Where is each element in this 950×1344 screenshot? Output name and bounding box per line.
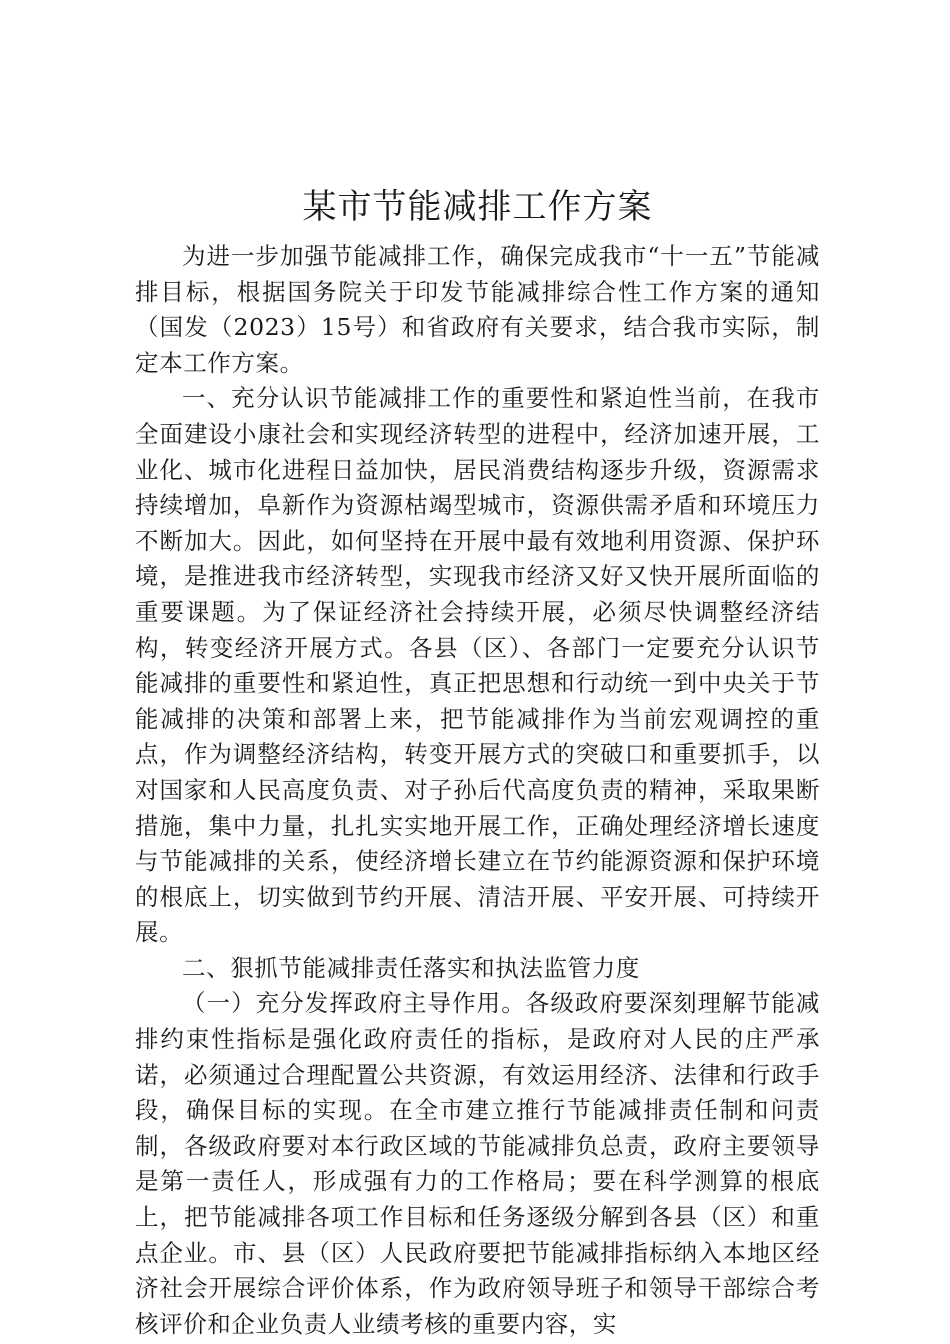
- paragraph-intro: 为进一步加强节能减排工作，确保完成我市“十一五”节能减排目标，根据国务院关于印发节能减排综合性工作方案的通知（国发（2023）15号）和省政府有关要求，结合我市实际，制定本工作方案。: [135, 242, 820, 377]
- paragraph-section-2-1: （一）充分发挥政府主导作用。各级政府要深刻理解节能减排约束性指标是强化政府责任的指标，是政府对人民的庄严承诺，必须通过合理配置公共资源，有效运用经济、法律和行政手段，确保目标的实现。在全市建立推行节能减排责任制和问责制，各级政府要对本行政区域的节能减排负总责，政府主要领导是第一责任人，形成强有力的工作格局；要在科学测算的根底上，把节能减排各项工作目标和任务逐级分解到各县（区）和重点企业。市、县（区）人民政府要把节能减排指标纳入本地区经济社会开展综合评价体系，作为政府领导班子和领导干部综合考核评价和企业负责人业绩考核的重要内容，实: [135, 989, 820, 1338]
- paragraph-section-1: 一、充分认识节能减排工作的重要性和紧迫性当前，在我市全面建设小康社会和实现经济转型的进程中，经济加速开展，工业化、城市化进程日益加快，居民消费结构逐步升级，资源需求持续增加，阜新作为资源枯竭型城市，资源供需矛盾和环境压力不断加大。因此，如何坚持在开展中最有效地利用资源、保护环境，是推进我市经济转型，实现我市经济又好又快开展所面临的重要课题。为了保证经济社会持续开展，必须尽快调整经济结构，转变经济开展方式。各县（区）、各部门一定要充分认识节能减排的重要性和紧迫性，真正把思想和行动统一到中央关于节能减排的决策和部署上来，把节能减排作为当前宏观调控的重点，作为调整经济结构，转变开展方式的突破口和重要抓手，以对国家和人民高度负责、对子孙后代高度负责的精神，采取果断措施，集中力量，扎扎实实地开展工作，正确处理经济增长速度与节能减排的关系，使经济增长建立在节约能源资源和保护环境的根底上，切实做到节约开展、清洁开展、平安开展、可持续开展。: [135, 384, 820, 947]
- document-title: 某市节能减排工作方案: [302, 187, 653, 227]
- heading-section-2: 二、狠抓节能减排责任落实和执法监管力度: [182, 953, 640, 982]
- document-page: [135, 183, 820, 1342]
